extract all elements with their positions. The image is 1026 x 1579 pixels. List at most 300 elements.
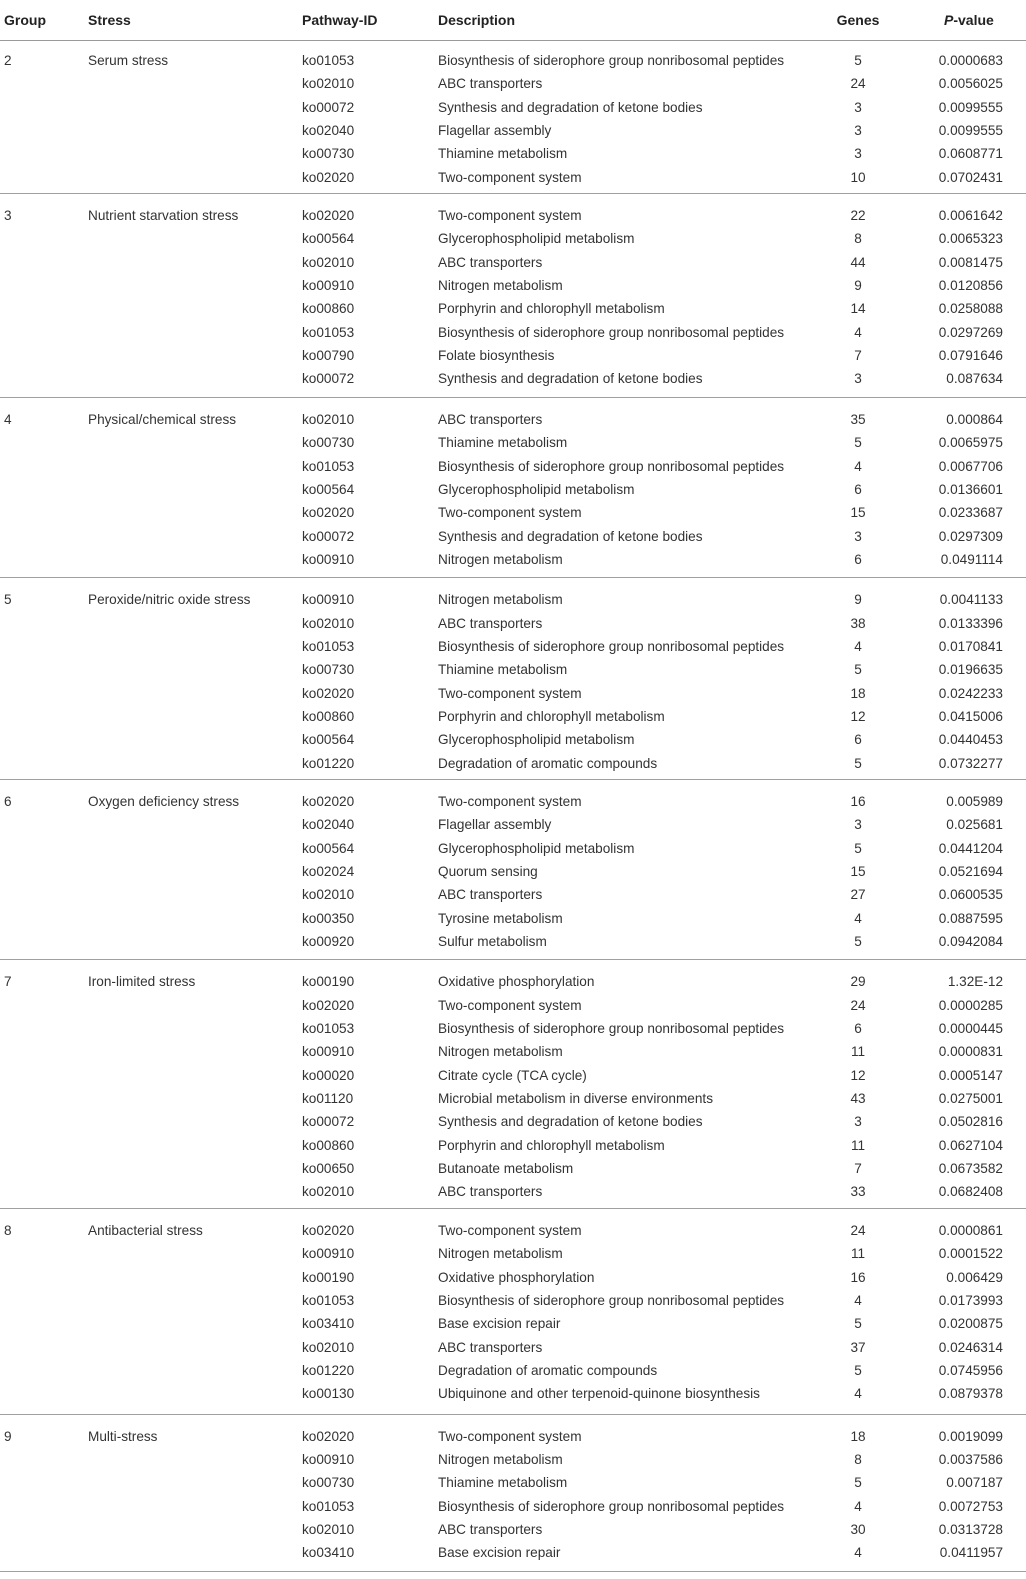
cell-description: Biosynthesis of siderophore group nonribosomal peptides [438, 638, 785, 654]
cell-pathway-id: ko00860 [302, 301, 355, 317]
cell-genes: 33 [850, 1184, 866, 1200]
cell-genes: 3 [854, 1114, 862, 1130]
cell-genes: 6 [854, 481, 862, 497]
cell-genes: 4 [854, 458, 862, 474]
cell-p-value: 0.0600535 [938, 887, 1003, 903]
cell-description: ABC transporters [438, 76, 543, 92]
cell-p-value: 0.0041133 [939, 592, 1003, 608]
cell-description: Quorum sensing [438, 864, 538, 879]
cell-pathway-id: ko02040 [302, 817, 355, 833]
cell-p-value: 0.0745956 [938, 1362, 1003, 1378]
cell-group: 3 [4, 208, 12, 224]
header-stress: Stress [88, 12, 131, 28]
cell-p-value: 0.0440453 [938, 732, 1003, 748]
cell-description: Nitrogen metabolism [438, 1246, 563, 1262]
cell-genes: 4 [854, 324, 862, 340]
cell-p-value: 0.0313728 [938, 1521, 1003, 1537]
cell-genes: 8 [854, 231, 862, 247]
cell-pathway-id: ko02020 [302, 1428, 355, 1444]
cell-description: Biosynthesis of siderophore group nonribosomal peptides [438, 324, 785, 340]
cell-description: Glycerophospholipid metabolism [438, 481, 635, 497]
cell-genes: 22 [850, 208, 866, 224]
cell-pathway-id: ko00072 [302, 371, 355, 387]
cell-p-value: 0.0411957 [939, 1545, 1003, 1561]
cell-description: Nitrogen metabolism [438, 278, 563, 294]
cell-p-value: 0.007187 [946, 1475, 1003, 1491]
cell-pathway-id: ko02010 [302, 1184, 355, 1200]
cell-pathway-id: ko00130 [302, 1386, 355, 1402]
cell-genes: 43 [850, 1091, 866, 1107]
cell-pathway-id: ko01053 [302, 1292, 355, 1308]
cell-pathway-id: ko01220 [302, 755, 355, 771]
cell-genes: 18 [850, 685, 866, 701]
cell-genes: 38 [850, 615, 866, 631]
cell-p-value: 0.0136601 [938, 481, 1003, 497]
cell-pathway-id: ko02020 [302, 685, 355, 701]
cell-pathway-id: ko02010 [302, 254, 355, 270]
cell-group: 7 [4, 974, 12, 990]
cell-pathway-id: ko00564 [302, 840, 355, 856]
cell-p-value: 1.32E-12 [947, 974, 1003, 990]
cell-genes: 16 [850, 1269, 866, 1285]
cell-description: Two-component system [438, 793, 582, 809]
cell-stress: Physical/chemical stress [88, 411, 237, 427]
table-row [0, 970, 1026, 993]
cell-description: Flagellar assembly [438, 123, 552, 139]
table-row [0, 72, 1026, 95]
table-row [0, 1110, 1026, 1133]
cell-description: Biosynthesis of siderophore group nonribosomal peptides [438, 53, 785, 68]
cell-p-value: 0.0732277 [938, 755, 1003, 771]
cell-group: 9 [4, 1428, 12, 1444]
cell-description: Butanoate metabolism [438, 1161, 574, 1177]
table-row [0, 1425, 1026, 1448]
cell-description: Two-component system [438, 208, 582, 224]
table-row [0, 1064, 1026, 1087]
cell-pathway-id: ko00910 [302, 1044, 355, 1060]
cell-genes: 4 [854, 1545, 862, 1561]
cell-p-value: 0.0415006 [938, 708, 1003, 724]
table-row [0, 1087, 1026, 1110]
table-row [0, 251, 1026, 274]
cell-description: Porphyrin and chlorophyll metabolism [438, 301, 665, 317]
cell-genes: 6 [854, 732, 862, 748]
cell-description: Citrate cycle (TCA cycle) [438, 1067, 587, 1083]
cell-pathway-id: ko00860 [302, 1137, 355, 1153]
cell-pathway-id: ko00072 [302, 99, 355, 115]
table-row [0, 1541, 1026, 1564]
cell-pathway-id: ko02020 [302, 208, 355, 224]
cell-pathway-id: ko01120 [302, 1091, 354, 1107]
cell-p-value: 0.0099555 [938, 123, 1003, 139]
cell-description: Thiamine metabolism [438, 1475, 568, 1491]
cell-p-value: 0.005989 [946, 793, 1003, 809]
cell-p-value: 0.0627104 [938, 1137, 1003, 1153]
cell-p-value: 0.0258088 [938, 301, 1003, 317]
cell-pathway-id: ko00730 [302, 146, 355, 162]
cell-pathway-id: ko00730 [302, 435, 355, 451]
group-block [0, 41, 1026, 194]
cell-genes: 6 [854, 1021, 862, 1037]
cell-pathway-id: ko00860 [302, 708, 355, 724]
table-row [0, 612, 1026, 635]
cell-pathway-id: ko01053 [302, 324, 355, 340]
cell-pathway-id: ko00020 [302, 1067, 355, 1083]
cell-genes: 5 [854, 53, 862, 68]
table-row [0, 1336, 1026, 1359]
cell-p-value: 0.0173993 [938, 1292, 1003, 1308]
cell-genes: 5 [854, 755, 862, 771]
cell-p-value: 0.0702431 [938, 169, 1003, 185]
table-row [0, 1134, 1026, 1157]
cell-description: Thiamine metabolism [438, 146, 568, 162]
header-pathway-id: Pathway-ID [302, 12, 378, 28]
cell-group: 5 [4, 592, 12, 608]
cell-description: ABC transporters [438, 1184, 543, 1200]
cell-genes: 29 [850, 974, 866, 990]
cell-pathway-id: ko02040 [302, 123, 355, 139]
cell-p-value: 0.0000861 [938, 1222, 1003, 1238]
cell-p-value: 0.0879378 [938, 1386, 1003, 1402]
cell-genes: 4 [854, 1498, 862, 1514]
cell-description: Biosynthesis of siderophore group nonribosomal peptides [438, 1292, 785, 1308]
cell-pathway-id: ko01053 [302, 1021, 355, 1037]
cell-p-value: 0.0065975 [938, 435, 1003, 451]
header-group: Group [4, 12, 46, 28]
table-row [0, 752, 1026, 775]
cell-genes: 12 [850, 708, 866, 724]
cell-p-value: 0.0061642 [938, 208, 1003, 224]
cell-pathway-id: ko01053 [302, 1498, 355, 1514]
cell-pathway-id: ko02010 [302, 411, 355, 427]
cell-genes: 6 [854, 551, 862, 567]
table-row [0, 227, 1026, 250]
cell-description: Sulfur metabolism [438, 934, 547, 950]
header-p-value [944, 12, 994, 28]
cell-p-value: 0.0170841 [938, 638, 1003, 654]
cell-p-value: 0.0065323 [938, 231, 1003, 247]
cell-pathway-id: ko02010 [302, 887, 355, 903]
cell-description: Base excision repair [438, 1545, 561, 1561]
cell-p-value: 0.0000831 [938, 1044, 1003, 1060]
cell-description: ABC transporters [438, 1339, 543, 1355]
cell-description: Oxidative phosphorylation [438, 974, 595, 990]
cell-p-value: 0.0120856 [938, 278, 1003, 294]
cell-description: Two-component system [438, 1222, 582, 1238]
cell-p-value: 0.0246314 [938, 1339, 1003, 1355]
cell-pathway-id: ko00910 [302, 1246, 355, 1262]
cell-pathway-id: ko00910 [302, 278, 355, 294]
cell-pathway-id: ko00350 [302, 910, 355, 926]
cell-group: 6 [4, 793, 12, 809]
cell-genes: 4 [854, 1386, 862, 1402]
group-block [0, 1209, 1026, 1415]
cell-genes: 4 [854, 910, 862, 926]
cell-genes: 5 [854, 934, 862, 950]
cell-genes: 35 [850, 411, 866, 427]
cell-pathway-id: ko00730 [302, 662, 355, 678]
cell-pathway-id: ko00910 [302, 592, 355, 608]
cell-genes: 24 [850, 997, 866, 1013]
cell-description: ABC transporters [438, 254, 543, 270]
table-row [0, 408, 1026, 431]
cell-description: Nitrogen metabolism [438, 551, 563, 567]
cell-p-value: 0.0000445 [938, 1021, 1003, 1037]
table-row [0, 837, 1026, 860]
table-row [0, 431, 1026, 454]
cell-genes: 30 [850, 1521, 866, 1537]
cell-pathway-id: ko02024 [302, 864, 355, 879]
cell-description: Porphyrin and chlorophyll metabolism [438, 1137, 665, 1153]
cell-p-value: 0.0673582 [938, 1161, 1003, 1177]
cell-p-value: 0.0791646 [938, 348, 1003, 364]
cell-genes: 5 [854, 1316, 862, 1332]
table-row [0, 1382, 1026, 1405]
table-row [0, 1180, 1026, 1203]
cell-description: ABC transporters [438, 411, 543, 427]
cell-description: Microbial metabolism in diverse environments [438, 1091, 714, 1107]
table-row [0, 930, 1026, 953]
cell-description: Degradation of aromatic compounds [438, 1362, 658, 1378]
cell-genes: 24 [850, 76, 866, 92]
cell-pathway-id: ko00190 [302, 1269, 355, 1285]
cell-genes: 37 [850, 1339, 866, 1355]
cell-description: Synthesis and degradation of ketone bodies [438, 371, 703, 387]
cell-genes: 3 [854, 528, 862, 544]
cell-p-value: 0.0133396 [938, 615, 1003, 631]
cell-genes: 4 [854, 1292, 862, 1308]
table-row [0, 142, 1026, 165]
cell-p-value: 0.0019099 [938, 1428, 1003, 1444]
cell-pathway-id: ko00920 [302, 934, 355, 950]
cell-description: Two-component system [438, 685, 582, 701]
cell-description: Nitrogen metabolism [438, 1044, 563, 1060]
cell-pathway-id: ko01053 [302, 458, 355, 474]
table-row [0, 1312, 1026, 1335]
table-row [0, 1017, 1026, 1040]
table-body [0, 41, 1026, 1572]
table-row [0, 1157, 1026, 1180]
cell-description: Glycerophospholipid metabolism [438, 231, 635, 247]
cell-pathway-id: ko02010 [302, 615, 355, 631]
cell-genes: 3 [854, 371, 862, 387]
cell-pathway-id: ko02020 [302, 505, 355, 521]
cell-p-value: 0.0441204 [938, 840, 1003, 856]
cell-description: Glycerophospholipid metabolism [438, 840, 635, 856]
cell-p-value: 0.0001522 [938, 1246, 1003, 1262]
cell-description: Nitrogen metabolism [438, 1451, 563, 1467]
table-row [0, 1040, 1026, 1063]
cell-description: Porphyrin and chlorophyll metabolism [438, 708, 665, 724]
cell-p-value: 0.0099555 [938, 99, 1003, 115]
cell-pathway-id: ko02010 [302, 1521, 355, 1537]
table-row [0, 501, 1026, 524]
cell-pathway-id: ko00564 [302, 481, 355, 497]
table-row [0, 166, 1026, 189]
cell-stress: Peroxide/nitric oxide stress [88, 592, 251, 608]
cell-genes: 27 [850, 887, 866, 903]
cell-pathway-id: ko01220 [302, 1362, 355, 1378]
cell-description: Biosynthesis of siderophore group nonribosomal peptides [438, 1498, 785, 1514]
group-block [0, 194, 1026, 398]
table-row [0, 790, 1026, 813]
cell-description: ABC transporters [438, 1521, 543, 1537]
table-row [0, 813, 1026, 836]
table-row [0, 96, 1026, 119]
table-row [0, 588, 1026, 611]
table-row [0, 1471, 1026, 1494]
cell-genes: 9 [854, 592, 862, 608]
cell-genes: 15 [850, 505, 866, 521]
table-row [0, 635, 1026, 658]
table-row [0, 1495, 1026, 1518]
cell-description: Base excision repair [438, 1316, 561, 1332]
cell-genes: 7 [854, 348, 862, 364]
cell-genes: 5 [854, 662, 862, 678]
cell-genes: 7 [854, 1161, 862, 1177]
cell-pathway-id: ko02020 [302, 169, 355, 185]
cell-pathway-id: ko02020 [302, 1222, 355, 1238]
cell-genes: 8 [854, 1451, 862, 1467]
cell-description: Two-component system [438, 505, 582, 521]
cell-description: Biosynthesis of siderophore group nonribosomal peptides [438, 458, 785, 474]
cell-description: Thiamine metabolism [438, 662, 568, 678]
cell-pathway-id: ko02020 [302, 997, 355, 1013]
cell-pathway-id: ko03410 [302, 1316, 355, 1332]
table-row [0, 49, 1026, 72]
cell-description: Two-component system [438, 1428, 582, 1444]
cell-description: Two-component system [438, 169, 582, 185]
cell-p-value: 0.087634 [946, 371, 1003, 387]
cell-pathway-id: ko00072 [302, 1114, 355, 1130]
cell-pathway-id: ko00790 [302, 348, 355, 364]
cell-description: Synthesis and degradation of ketone bodies [438, 528, 703, 544]
cell-stress: Iron-limited stress [88, 974, 196, 990]
cell-description: Tyrosine metabolism [438, 910, 563, 926]
group-block [0, 960, 1026, 1208]
table-row [0, 1266, 1026, 1289]
table-row [0, 367, 1026, 390]
cell-genes: 9 [854, 278, 862, 294]
cell-p-value: 0.0491114 [940, 551, 1003, 567]
cell-stress: Antibacterial stress [88, 1222, 203, 1238]
table-row [0, 274, 1026, 297]
group-block [0, 578, 1026, 780]
table-row [0, 658, 1026, 681]
table-row [0, 204, 1026, 227]
cell-genes: 3 [854, 123, 862, 139]
cell-genes: 16 [850, 793, 866, 809]
table-row [0, 1219, 1026, 1242]
cell-description: ABC transporters [438, 887, 543, 903]
cell-description: ABC transporters [438, 615, 543, 631]
cell-stress: Serum stress [88, 53, 169, 68]
cell-genes: 3 [854, 146, 862, 162]
cell-p-value: 0.0067706 [938, 458, 1003, 474]
cell-p-value: 0.0233687 [938, 505, 1003, 521]
cell-stress: Multi-stress [88, 1428, 158, 1444]
table-row [0, 548, 1026, 571]
cell-p-value: 0.025681 [946, 817, 1003, 833]
cell-p-value: 0.0297309 [938, 528, 1003, 544]
cell-pathway-id: ko02020 [302, 793, 355, 809]
table-row [0, 883, 1026, 906]
cell-p-value: 0.0942084 [938, 934, 1003, 950]
cell-p-value: 0.0521694 [938, 864, 1003, 879]
header-p-value-italic: P [944, 12, 954, 28]
table-row [0, 525, 1026, 548]
cell-p-value: 0.0682408 [938, 1184, 1003, 1200]
cell-group: 8 [4, 1222, 12, 1238]
table-row [0, 1242, 1026, 1265]
cell-genes: 11 [850, 1137, 866, 1153]
table-row [0, 455, 1026, 478]
cell-pathway-id: ko00190 [302, 974, 355, 990]
table-row [0, 344, 1026, 367]
cell-p-value: 0.0005147 [938, 1067, 1003, 1083]
cell-genes: 5 [854, 1475, 862, 1491]
cell-stress: Nutrient starvation stress [88, 208, 239, 224]
cell-description: Glycerophospholipid metabolism [438, 732, 635, 748]
cell-genes: 15 [850, 864, 866, 879]
table-row [0, 1518, 1026, 1541]
table-row [0, 728, 1026, 751]
cell-pathway-id: ko01053 [302, 638, 355, 654]
table-row [0, 478, 1026, 501]
cell-description: Synthesis and degradation of ketone bodies [438, 99, 703, 115]
cell-pathway-id: ko00564 [302, 732, 355, 748]
cell-p-value: 0.0275001 [938, 1091, 1003, 1107]
cell-p-value: 0.006429 [946, 1269, 1003, 1285]
group-block [0, 780, 1026, 960]
cell-genes: 11 [850, 1246, 866, 1262]
cell-stress: Oxygen deficiency stress [88, 793, 240, 809]
cell-genes: 4 [854, 638, 862, 654]
table-row [0, 321, 1026, 344]
cell-description: Degradation of aromatic compounds [438, 755, 658, 771]
cell-p-value: 0.0502816 [938, 1114, 1003, 1130]
cell-genes: 3 [854, 99, 862, 115]
cell-genes: 44 [850, 254, 866, 270]
cell-genes: 5 [854, 435, 862, 451]
cell-p-value: 0.0072753 [938, 1498, 1003, 1514]
cell-genes: 11 [850, 1044, 866, 1060]
table-row [0, 1448, 1026, 1471]
cell-description: Synthesis and degradation of ketone bodies [438, 1114, 703, 1130]
cell-pathway-id: ko00910 [302, 1451, 355, 1467]
cell-p-value: 0.0196635 [938, 662, 1003, 678]
cell-description: Thiamine metabolism [438, 435, 568, 451]
cell-genes: 5 [854, 840, 862, 856]
cell-p-value: 0.0608771 [938, 146, 1003, 162]
table-row [0, 1289, 1026, 1312]
cell-genes: 14 [850, 301, 866, 317]
cell-p-value: 0.0000285 [938, 997, 1003, 1013]
cell-pathway-id: ko00564 [302, 231, 355, 247]
table-row [0, 860, 1026, 883]
cell-pathway-id: ko00072 [302, 528, 355, 544]
cell-p-value: 0.0056025 [938, 76, 1003, 92]
cell-pathway-id: ko02010 [302, 76, 355, 92]
cell-genes: 12 [850, 1067, 866, 1083]
cell-pathway-id: ko01053 [302, 53, 355, 68]
cell-description: Two-component system [438, 997, 582, 1013]
header-p-value-rest: -value [953, 12, 994, 28]
cell-p-value: 0.0037586 [938, 1451, 1003, 1467]
table-row [0, 119, 1026, 142]
table-row [0, 297, 1026, 320]
cell-description: Nitrogen metabolism [438, 592, 563, 608]
